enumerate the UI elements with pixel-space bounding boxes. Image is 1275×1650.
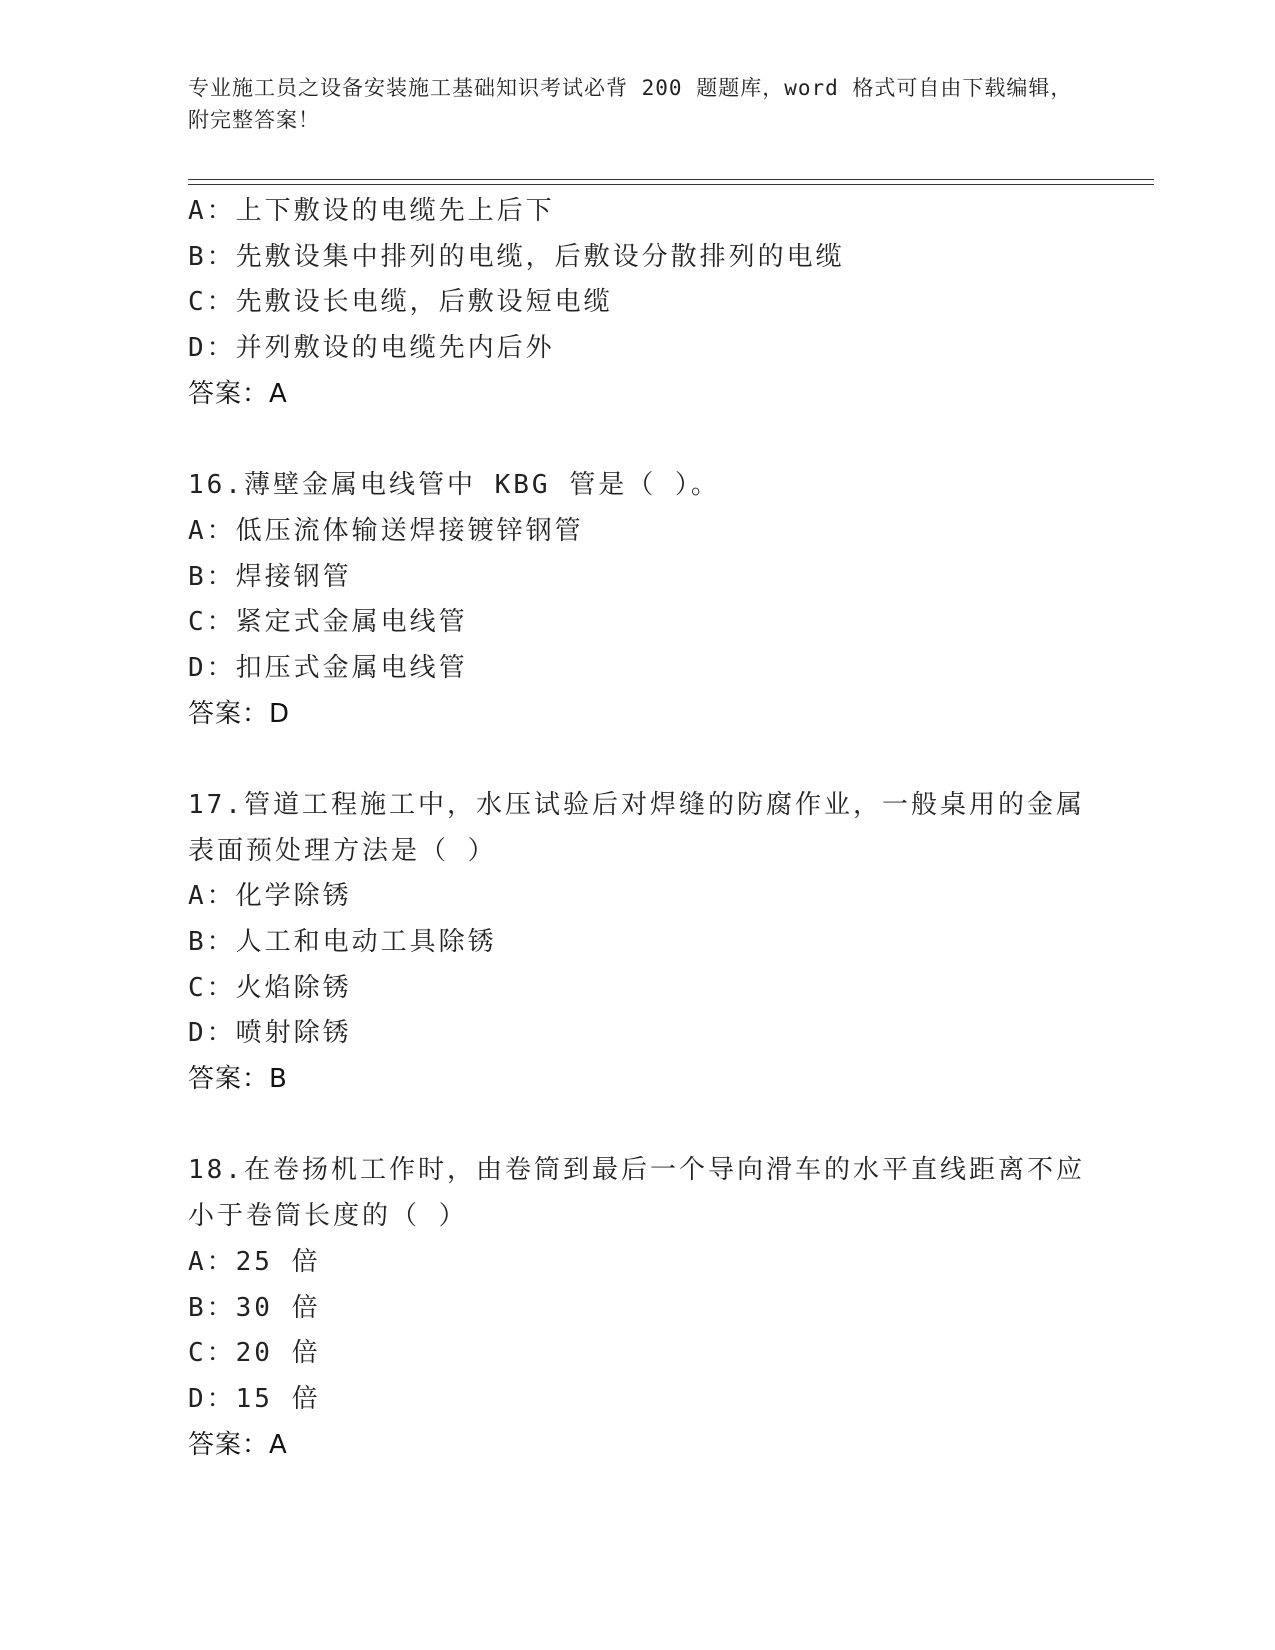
document-title: 专业施工员之设备安装施工基础知识考试必背 200 题题库，word 格式可自由下载编辑，附完整答案！ <box>188 76 1073 132</box>
option-c: C：20 倍 <box>188 1338 321 1369</box>
option-b: B：30 倍 <box>188 1292 321 1323</box>
option-c: C：紧定式金属电线管 <box>188 607 468 638</box>
option-b: B：焊接钢管 <box>188 561 352 592</box>
question-block-18 <box>188 1148 1088 1468</box>
question-text: 18.在卷扬机工作时，由卷筒到最后一个导向滑车的水平直线距离不应小于卷筒长度的（ ） <box>188 1155 1085 1232</box>
answer-line: 答案：D <box>188 698 291 729</box>
option-b: B：先敷设集中排列的电缆，后敷设分散排列的电缆 <box>188 241 845 272</box>
option-d: D：扣压式金属电线管 <box>188 652 468 683</box>
spacer <box>188 417 1088 463</box>
question-text: 17.管道工程施工中，水压试验后对焊缝的防腐作业，一般桌用的金属表面预处理方法是（ ） <box>188 789 1085 866</box>
option-a: A：低压流体输送焊接镀锌钢管 <box>188 515 584 546</box>
question-block-17 <box>188 783 1088 1103</box>
option-b: B：人工和电动工具除锈 <box>188 927 497 958</box>
option-c: C：先敷设长电缆，后敷设短电缆 <box>188 287 613 318</box>
option-c: C：火焰除锈 <box>188 972 352 1003</box>
spacer <box>188 1103 1088 1149</box>
spacer <box>188 737 1088 783</box>
option-a: A：化学除锈 <box>188 881 352 912</box>
option-a: A：25 倍 <box>188 1246 321 1277</box>
document-header <box>188 72 1088 136</box>
question-block-16 <box>188 463 1088 737</box>
question-text: 16.薄壁金属电线管中 KBG 管是（ ）。 <box>188 470 720 501</box>
header-divider-top <box>188 179 1154 180</box>
option-a: A：上下敷设的电缆先上后下 <box>188 196 555 226</box>
answer-line: 答案：A <box>188 378 288 409</box>
answer-line: 答案：B <box>188 1064 288 1095</box>
option-d: D：喷射除锈 <box>188 1018 352 1049</box>
option-d: D：并列敷设的电缆先内后外 <box>188 333 555 364</box>
header-divider-bottom <box>188 184 1154 185</box>
question-list <box>188 189 1088 1468</box>
answer-line: 答案：A <box>188 1429 288 1460</box>
option-d: D：15 倍 <box>188 1383 321 1414</box>
question-block-15 <box>188 189 1088 417</box>
